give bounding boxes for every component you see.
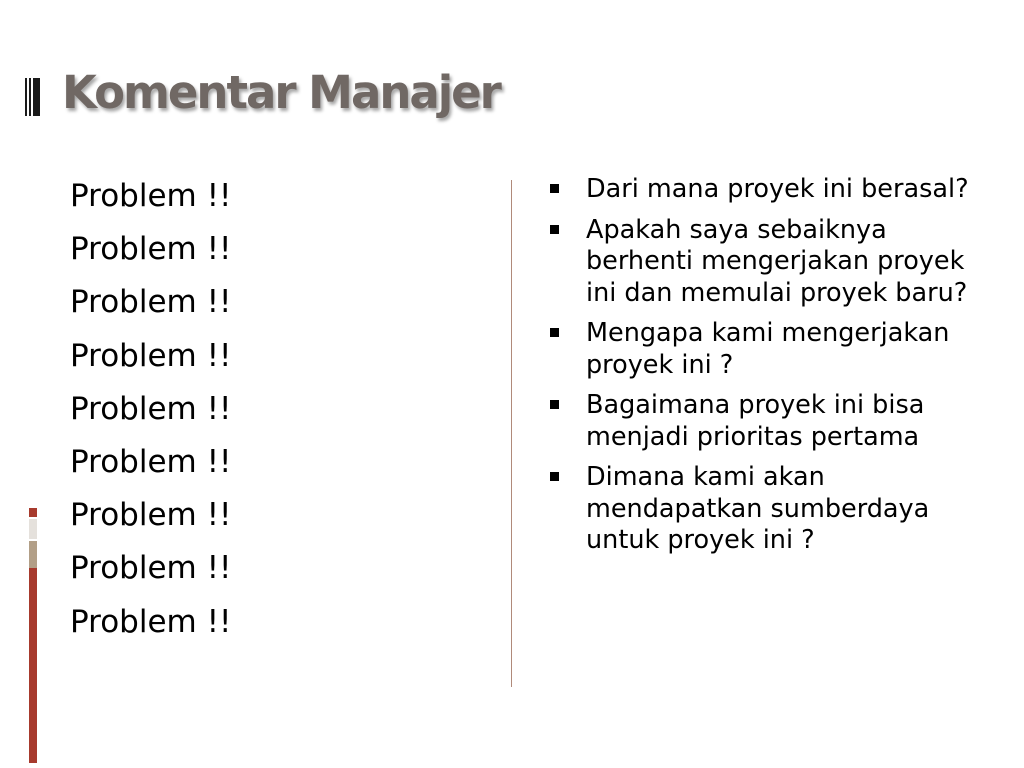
deco-segment xyxy=(29,541,37,568)
list-item: Problem !! xyxy=(70,603,232,640)
square-bullet-icon xyxy=(550,400,559,409)
deco-segment xyxy=(29,519,37,539)
list-item: Problem !! xyxy=(70,284,232,321)
column-divider xyxy=(511,180,512,687)
list-item: Problem !! xyxy=(70,497,232,534)
bullet-item xyxy=(548,462,998,557)
slide-title: Komentar Manajer xyxy=(62,66,500,119)
bullet-text: Bagaimana proyek ini bisa menjadi prioritas pertama xyxy=(586,390,925,452)
square-bullet-icon xyxy=(550,184,559,193)
deco-segment xyxy=(29,568,37,763)
bullet-item xyxy=(548,318,998,381)
list-item: Problem !! xyxy=(70,443,232,480)
list-item: Problem !! xyxy=(70,390,232,427)
title-bars-icon xyxy=(25,78,41,116)
bullet-item xyxy=(548,390,998,453)
problem-list xyxy=(70,170,231,649)
bullet-item xyxy=(548,215,998,310)
bullet-text: Dimana kami akan mendapatkan sumberdaya untuk proyek ini ? xyxy=(586,462,930,555)
bullet-text: Apakah saya sebaiknya berhenti mengerjakan proyek ini dan memulai proyek baru? xyxy=(586,214,968,308)
deco-segment xyxy=(29,508,37,517)
list-item: Problem !! xyxy=(70,178,232,214)
bullet-text: Dari mana proyek ini berasal? xyxy=(586,174,969,204)
question-list xyxy=(548,174,998,566)
square-bullet-icon xyxy=(550,472,559,481)
list-item: Problem !! xyxy=(70,550,232,587)
bullet-item xyxy=(548,174,998,206)
square-bullet-icon xyxy=(550,225,559,234)
bullet-text: Mengapa kami mengerjakan proyek ini ? xyxy=(586,318,950,380)
list-item: Problem !! xyxy=(70,337,232,374)
list-item: Problem !! xyxy=(70,231,232,268)
square-bullet-icon xyxy=(550,328,559,337)
